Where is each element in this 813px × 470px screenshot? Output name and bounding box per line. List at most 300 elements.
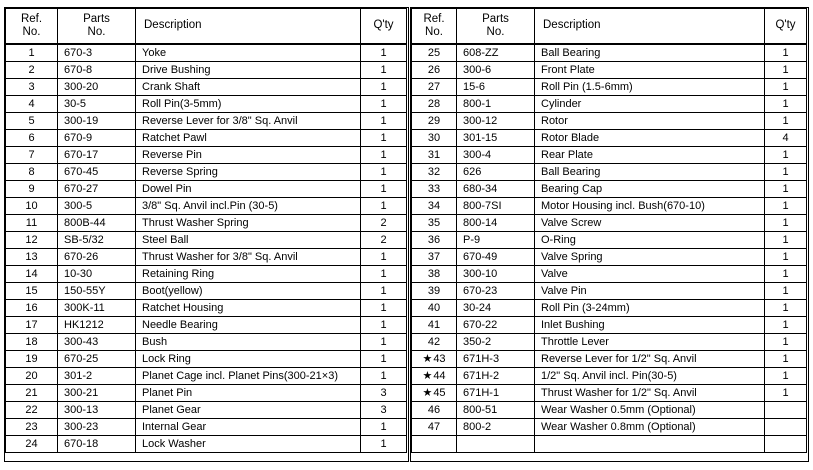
cell-description [535,368,765,385]
cell-description-text: Rotor Blade [541,131,600,144]
cell-parts-no [457,232,535,249]
table-row [6,249,407,266]
table-row [412,385,807,402]
cell-parts-no-text: 800-51 [463,403,498,416]
table-row [6,44,407,62]
cell-qty-text: 1 [380,148,387,161]
cell-description [136,317,361,334]
cell-ref-no [6,113,58,130]
cell-description [136,266,361,283]
cell-ref-no-text: 36 [427,233,441,246]
cell-description [535,113,765,130]
cell-qty [765,181,807,198]
table-row [412,402,807,419]
cell-qty [361,113,407,130]
cell-qty-text: 1 [380,250,387,263]
cell-description-text: Lock Ring [142,352,191,365]
cell-qty-text: 1 [782,352,789,365]
cell-description-text: Ratchet Pawl [142,131,207,144]
cell-ref-no-text: 28 [427,97,441,110]
cell-description-text: Reverse Pin [142,148,202,161]
cell-ref-no [6,368,58,385]
cell-qty-text: 1 [380,267,387,280]
cell-description-text: Crank Shaft [142,80,201,93]
cell-ref-no-text: 43 [433,352,446,365]
table-row [6,113,407,130]
cell-ref-no-text: 24 [25,437,38,450]
cell-description [535,419,765,436]
cell-qty [765,249,807,266]
cell-ref-no-text: 4 [28,97,35,110]
table-row [412,283,807,300]
cell-ref-no [6,300,58,317]
cell-ref-no [6,215,58,232]
cell-qty [361,317,407,334]
cell-qty-text: 1 [782,267,789,280]
table-row [412,130,807,147]
table-row [412,79,807,96]
cell-parts-no [58,164,136,181]
cell-ref-no-text: 34 [427,199,441,212]
table-header-row [412,9,807,45]
cell-description-text: Yoke [142,46,167,59]
header-parts-no: Parts No. [58,9,136,45]
cell-qty-text: 1 [380,420,387,433]
table-row [412,215,807,232]
cell-ref-no-text: 18 [25,335,38,348]
cell-parts-no-text: 670-17 [64,148,99,161]
cell-description-text: Reverse Lever for 3/8" Sq. Anvil [142,114,298,127]
cell-qty-text: 1 [380,335,387,348]
cell-parts-no [58,44,136,62]
table-row [412,198,807,215]
cell-qty [361,385,407,402]
cell-parts-no-text: 670-27 [64,182,99,195]
cell-ref-no-text: 6 [28,131,35,144]
cell-parts-no-text: 670-49 [463,250,498,263]
cell-parts-no-text: 670-26 [64,250,99,263]
table-row [6,283,407,300]
cell-qty-text: 1 [380,63,387,76]
cell-description-text: Steel Ball [142,233,189,246]
table-row [6,368,407,385]
cell-description [136,44,361,62]
cell-ref-no-text: 13 [25,250,38,263]
cell-qty [361,419,407,436]
cell-qty-text: 1 [380,97,387,110]
cell-qty-text: 1 [782,63,789,76]
cell-qty [361,334,407,351]
cell-parts-no [457,419,535,436]
cell-description [136,164,361,181]
cell-ref-no-text: 31 [427,148,441,161]
cell-parts-no [58,283,136,300]
table-row [412,181,807,198]
cell-parts-no-text: 300-13 [64,403,99,416]
cell-ref-no-text: 20 [25,369,38,382]
cell-ref-no [6,385,58,402]
cell-qty-text: 1 [380,352,387,365]
cell-parts-no-text: 300-12 [463,114,498,127]
cell-parts-no [457,249,535,266]
cell-ref-no-text: 42 [427,335,441,348]
cell-ref-no-text: 17 [25,318,38,331]
cell-description-text: Front Plate [541,63,595,76]
cell-qty-text: 1 [782,284,789,297]
cell-ref-no [412,300,457,317]
cell-parts-no-text: SB-5/32 [64,233,104,246]
cell-qty [765,385,807,402]
cell-ref-no-text: 9 [28,182,35,195]
cell-description-text: Motor Housing incl. Bush(670-10) [541,199,705,212]
cell-ref-no [412,283,457,300]
cell-description-text: Rotor [541,114,568,127]
cell-parts-no-text: 800-2 [463,420,492,433]
cell-qty [765,79,807,96]
table-row [412,266,807,283]
cell-description-text: Retaining Ring [142,267,215,280]
cell-description-text: Bush [142,335,168,348]
cell-description [535,436,765,453]
cell-parts-no-text: 680-34 [463,182,498,195]
cell-ref-no-text: 45 [433,386,446,399]
cell-parts-no-text: 670-9 [64,131,93,144]
cell-qty [765,300,807,317]
header-ref-no: Ref. No. [412,9,457,45]
cell-parts-no-text: 300-19 [64,114,99,127]
cell-description-text: Needle Bearing [142,318,218,331]
cell-ref-no-text: 37 [427,250,441,263]
cell-ref-no-text: 25 [427,46,441,59]
cell-parts-no-text: 301-2 [64,369,93,382]
table-row [6,385,407,402]
cell-description [535,79,765,96]
parts-table-left [5,8,407,453]
cell-qty-text: 1 [782,97,789,110]
cell-qty [361,283,407,300]
cell-qty [361,351,407,368]
cell-parts-no [58,317,136,334]
cell-parts-no [58,215,136,232]
table-row [412,96,807,113]
table-row [412,164,807,181]
cell-qty-text: 1 [782,386,789,399]
table-row [6,232,407,249]
cell-parts-no [58,96,136,113]
table-row [6,130,407,147]
cell-qty-text: 1 [380,437,387,450]
cell-qty [765,283,807,300]
cell-description-text: Valve Screw [541,216,602,229]
cell-qty [361,232,407,249]
cell-ref-no [6,79,58,96]
cell-parts-no [58,334,136,351]
cell-description [136,436,361,453]
cell-qty [765,368,807,385]
cell-parts-no [457,113,535,130]
cell-description [136,79,361,96]
cell-parts-no-text: HK1212 [64,318,104,331]
cell-ref-no [6,436,58,453]
table-row [412,232,807,249]
cell-ref-no [412,436,457,453]
cell-ref-no-text: 30 [427,131,441,144]
cell-qty-text: 1 [782,114,789,127]
cell-parts-no-text: 670-45 [64,165,99,178]
cell-description-text: Bearing Cap [541,182,603,195]
cell-ref-no-text: 29 [427,114,441,127]
cell-ref-no [6,164,58,181]
table-row [6,79,407,96]
cell-description [535,96,765,113]
cell-parts-no [58,232,136,249]
cell-parts-no [457,181,535,198]
cell-description-text: Roll Pin(3-5mm) [142,97,222,110]
cell-description-text: Valve [541,267,568,280]
cell-description [535,402,765,419]
cell-parts-no-text: 800-1 [463,97,492,110]
cell-ref-no [412,96,457,113]
cell-parts-no-text: 670-22 [463,318,498,331]
cell-description [136,181,361,198]
cell-parts-no [58,300,136,317]
cell-description [535,44,765,62]
header-description: Description [535,9,765,45]
cell-qty-text: 1 [380,114,387,127]
cell-qty-text: 1 [782,369,789,382]
table-header-row [6,9,407,45]
cell-parts-no-text: 671H-1 [463,386,500,399]
cell-description-text: Valve Spring [541,250,603,263]
cell-qty-text: 1 [380,46,387,59]
cell-qty [361,130,407,147]
cell-qty [361,147,407,164]
cell-ref-no-text: 10 [25,199,38,212]
cell-description [535,147,765,164]
cell-description-text: Wear Washer 0.8mm (Optional) [541,420,696,433]
cell-parts-no-text: 671H-2 [463,369,500,382]
cell-description [136,113,361,130]
cell-parts-no [58,181,136,198]
cell-ref-no [6,283,58,300]
cell-parts-no [58,249,136,266]
cell-qty-text: 1 [782,335,789,348]
cell-description-text: Reverse Lever for 1/2" Sq. Anvil [541,352,697,365]
cell-qty-text: 1 [782,46,789,59]
cell-description-text: Thrust Washer for 3/8" Sq. Anvil [142,250,298,263]
cell-qty-text: 1 [782,80,789,93]
cell-qty [765,62,807,79]
cell-ref-no-text: 7 [28,148,35,161]
cell-ref-no-text: 46 [427,403,441,416]
cell-ref-no [412,130,457,147]
cell-description [136,147,361,164]
cell-description-text: Cylinder [541,97,582,110]
cell-description [535,164,765,181]
cell-parts-no [58,266,136,283]
cell-ref-no-text: 23 [25,420,38,433]
cell-description [535,130,765,147]
cell-ref-no [6,334,58,351]
cell-qty-text: 2 [380,233,387,246]
cell-ref-no-text: 32 [427,165,441,178]
cell-description [136,402,361,419]
cell-parts-no-text: 670-25 [64,352,99,365]
cell-ref-no-text: 21 [25,386,38,399]
table-row [412,317,807,334]
cell-qty-text: 1 [782,148,789,161]
cell-description-text: Dowel Pin [142,182,192,195]
cell-qty [765,402,807,419]
cell-ref-no [6,62,58,79]
cell-qty [361,44,407,62]
cell-parts-no-text: 15-6 [463,80,486,93]
cell-description [535,385,765,402]
cell-parts-no-text: 800-14 [463,216,498,229]
cell-ref-no-text: 12 [25,233,38,246]
table-row [6,317,407,334]
cell-qty [765,215,807,232]
cell-description [136,62,361,79]
cell-ref-no-text: 38 [427,267,441,280]
cell-description-text: Rear Plate [541,148,593,161]
cell-qty [361,402,407,419]
cell-parts-no [457,62,535,79]
table-row [6,300,407,317]
cell-ref-no [6,96,58,113]
parts-table-left-body [6,44,407,453]
cell-parts-no [457,283,535,300]
cell-parts-no [457,164,535,181]
table-row [6,62,407,79]
cell-description [535,215,765,232]
cell-description-text: Ball Bearing [541,46,601,59]
cell-parts-no-text: 671H-3 [463,352,500,365]
cell-ref-no [6,266,58,283]
table-row [412,249,807,266]
table-row [6,436,407,453]
cell-ref-no-text: 35 [427,216,441,229]
cell-ref-no [6,130,58,147]
cell-parts-no [457,351,535,368]
cell-ref-no-text: 11 [25,216,38,229]
cell-description-text: Roll Pin (1.5-6mm) [541,80,633,93]
cell-description [136,334,361,351]
cell-parts-no [457,130,535,147]
cell-parts-no [457,385,535,402]
cell-description [535,266,765,283]
cell-description-text: O-Ring [541,233,576,246]
cell-parts-no [58,79,136,96]
cell-qty [361,164,407,181]
cell-ref-no [412,62,457,79]
cell-ref-no [412,317,457,334]
cell-parts-no [58,62,136,79]
cell-parts-no-text: 30-5 [64,97,87,110]
cell-parts-no [58,402,136,419]
cell-parts-no-text: 300-4 [463,148,492,161]
table-row [6,266,407,283]
star-icon: ★ [422,369,433,382]
cell-ref-no [412,198,457,215]
cell-ref-no [412,419,457,436]
cell-qty-text: 1 [782,165,789,178]
cell-qty [361,62,407,79]
cell-parts-no [457,436,535,453]
cell-parts-no [58,385,136,402]
cell-description [535,198,765,215]
cell-parts-no [58,351,136,368]
cell-parts-no-text: 608-ZZ [463,46,499,59]
cell-qty [361,249,407,266]
cell-ref-no [412,147,457,164]
cell-ref-no [412,402,457,419]
cell-qty-text: 1 [380,165,387,178]
cell-qty-text: 1 [782,233,789,246]
cell-parts-no-text: 300-20 [64,80,99,93]
cell-parts-no [457,96,535,113]
cell-description [535,249,765,266]
cell-ref-no [6,249,58,266]
table-row [412,368,807,385]
header-qty: Q'ty [765,9,807,45]
cell-ref-no [412,368,457,385]
cell-ref-no [412,215,457,232]
cell-qty [765,198,807,215]
cell-ref-no [6,181,58,198]
cell-parts-no-text: 150-55Y [64,284,106,297]
cell-ref-no [6,198,58,215]
cell-qty [765,334,807,351]
cell-qty-text: 4 [782,131,789,144]
cell-qty-text: 1 [782,301,789,314]
cell-qty-text: 1 [782,182,789,195]
cell-parts-no-text: 301-15 [463,131,498,144]
cell-description-text: Ratchet Housing [142,301,224,314]
cell-ref-no [412,351,457,368]
cell-qty [361,368,407,385]
cell-ref-no-text: 19 [25,352,38,365]
cell-parts-no [457,44,535,62]
cell-parts-no-text: 300-10 [463,267,498,280]
cell-parts-no-text: 300-23 [64,420,99,433]
cell-parts-no [58,198,136,215]
parts-table-right [411,8,807,453]
cell-parts-no-text: 300-5 [64,199,93,212]
cell-ref-no [6,419,58,436]
cell-description [136,385,361,402]
cell-qty-text: 1 [380,131,387,144]
cell-ref-no-text: 8 [28,165,35,178]
cell-ref-no-text: 41 [427,318,441,331]
table-row [412,436,807,453]
cell-description-text: Thrust Washer Spring [142,216,249,229]
cell-ref-no-text: 3 [28,80,35,93]
cell-description-text: Thrust Washer for 1/2" Sq. Anvil [541,386,697,399]
cell-description [136,419,361,436]
table-row [6,419,407,436]
star-icon: ★ [422,386,433,399]
cell-qty [361,436,407,453]
cell-qty [361,215,407,232]
cell-ref-no-text: 40 [427,301,441,314]
cell-parts-no-text: 300-6 [463,63,492,76]
cell-description [535,283,765,300]
header-description: Description [136,9,361,45]
cell-ref-no-text: 16 [25,301,38,314]
cell-qty [765,96,807,113]
cell-parts-no [58,147,136,164]
